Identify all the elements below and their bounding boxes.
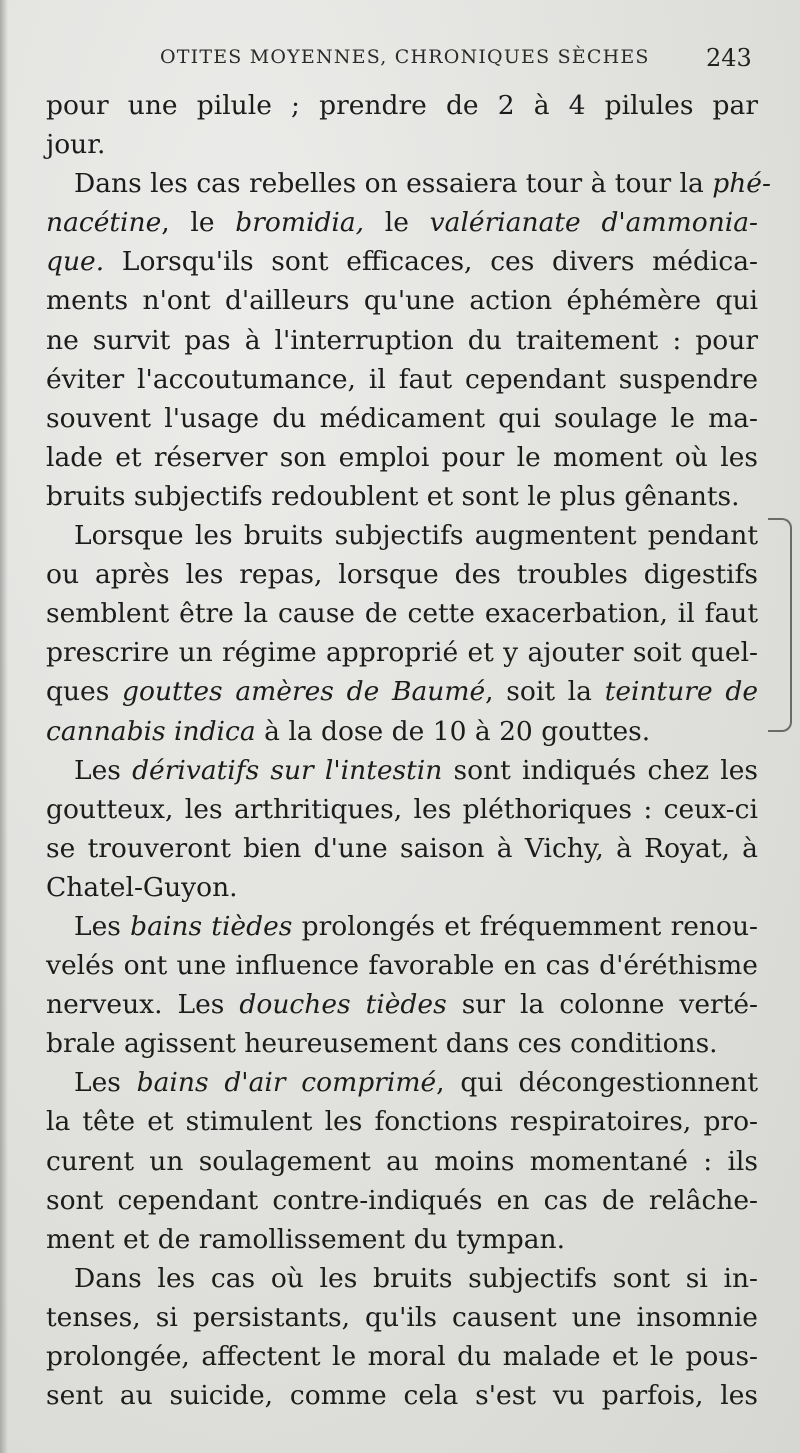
text-segment: Les <box>74 1067 137 1099</box>
text-segment: sont indiqués chez les <box>442 754 758 786</box>
text-segment: Chatel-Guyon. <box>46 871 238 903</box>
text-segment: Les <box>74 754 133 786</box>
text-line <box>46 164 771 203</box>
margin-bracket-mark <box>768 518 792 732</box>
text-line <box>46 86 758 125</box>
text-line <box>46 1220 758 1259</box>
text-line <box>46 1259 758 1298</box>
text-segment: ment et de ramollissement du tympan. <box>46 1223 566 1255</box>
text-segment: bruits subjectifs redoublent et sont le plus gênants. <box>46 480 740 512</box>
text-line <box>46 907 758 946</box>
text-segment: sur la colonne verté- <box>446 989 758 1021</box>
running-title: OTITES MOYENNES, CHRONIQUES SÈCHES <box>160 46 650 68</box>
text-line <box>46 633 758 672</box>
text-segment: se trouveront bien d'une saison à Vichy, à Royat, à <box>46 832 758 864</box>
text-line <box>46 829 758 868</box>
text-segment: nerveux. Les <box>46 989 240 1021</box>
text-line <box>46 1063 758 1102</box>
italic-text: dérivatifs sur l'intestin <box>132 754 443 786</box>
text-line <box>46 321 758 360</box>
italic-text: bromidia, <box>235 207 365 239</box>
text-segment: sont cependant contre-indiqués en cas de relâche- <box>46 1184 758 1216</box>
text-segment: Dans les cas où les bruits subjectifs sont si in- <box>74 1262 758 1294</box>
text-segment: , soit la <box>485 676 605 708</box>
italic-text: valérianate d'ammonia- <box>429 207 758 239</box>
body-text <box>46 86 771 1415</box>
text-line <box>46 242 758 281</box>
text-line <box>46 281 758 320</box>
text-segment: curent un soulagement au moins momentané : ils <box>46 1145 758 1177</box>
text-segment: lade et réserver son emploi pour le moment où les <box>46 441 758 473</box>
text-line <box>46 203 758 242</box>
italic-text: douches tièdes <box>239 989 447 1021</box>
page-number: 243 <box>706 44 752 72</box>
text-line <box>46 438 758 477</box>
text-segment: , le <box>161 207 236 239</box>
text-line <box>46 1102 758 1141</box>
text-line <box>46 1024 758 1063</box>
page-edge-shadow <box>0 0 8 1453</box>
text-segment: semblent être la cause de cette exacerbation, il faut <box>46 598 758 630</box>
italic-text: teinture de <box>604 676 758 708</box>
text-segment: Dans les cas rebelles on essaiera tour à tour la <box>74 168 713 200</box>
text-line <box>46 516 758 555</box>
text-segment: pour une pilule ; prendre de 2 à 4 pilules par <box>46 90 758 121</box>
text-segment: le <box>364 207 430 239</box>
text-segment: Les <box>74 910 131 942</box>
text-segment: sent au suicide, comme cela s'est vu parfois, les <box>46 1380 758 1412</box>
text-segment: jour. <box>46 129 106 161</box>
text-line <box>46 790 758 829</box>
text-segment: à la dose de 10 à 20 gouttes. <box>255 715 651 747</box>
text-segment: goutteux, les arthritiques, les pléthoriques : ceux-ci <box>46 793 758 825</box>
text-segment: ne survit pas à l'interruption du traitement : pour <box>46 324 758 356</box>
text-segment: prolongée, affectent le moral du malade et le pous- <box>46 1341 758 1372</box>
text-line <box>46 1298 758 1337</box>
italic-text: bains d'air comprimé <box>136 1067 437 1099</box>
text-line <box>46 1337 758 1376</box>
italic-text: bains tièdes <box>130 910 293 942</box>
text-segment: , qui décongestionnent <box>436 1067 758 1099</box>
text-line <box>46 985 758 1024</box>
text-segment: Lorsque les bruits subjectifs augmentent pendant <box>74 520 758 552</box>
text-line <box>46 672 758 711</box>
text-line <box>46 360 758 399</box>
text-line <box>46 946 758 985</box>
text-line <box>46 399 758 438</box>
text-segment: velés ont une influence favorable en cas d'éréthisme <box>46 950 758 982</box>
text-segment: éviter l'accoutumance, il faut cependant suspendre <box>46 363 758 395</box>
italic-text: gouttes amères de Baumé <box>122 676 486 708</box>
page-header <box>0 40 800 80</box>
text-line <box>46 1142 758 1181</box>
text-segment: ou après les repas, lorsque des troubles digestifs <box>46 559 758 591</box>
text-segment: ments n'ont d'ailleurs qu'une action éphémère qui <box>46 285 758 317</box>
text-segment: ques <box>46 676 123 708</box>
text-segment: souvent l'usage du médicament qui soulage le ma- <box>46 402 758 434</box>
text-line <box>46 1376 758 1415</box>
text-line <box>46 477 758 516</box>
italic-text: cannabis indica <box>46 715 256 747</box>
italic-text: que. <box>46 246 105 278</box>
text-segment: tenses, si persistants, qu'ils causent une insomnie <box>46 1301 758 1333</box>
text-line <box>46 594 758 633</box>
italic-text: nacétine <box>46 207 162 239</box>
text-line <box>46 1181 758 1220</box>
text-segment: brale agissent heureusement dans ces conditions. <box>46 1028 718 1060</box>
text-line <box>46 751 758 790</box>
text-line <box>46 868 758 907</box>
italic-text: phé- <box>712 168 771 200</box>
text-line <box>46 555 758 594</box>
text-segment: prescrire un régime approprié et y ajouter soit quel- <box>46 637 758 669</box>
text-line <box>46 125 758 164</box>
text-segment: prolongés et fréquemment renou- <box>292 910 758 942</box>
text-segment: Lorsqu'ils sont efficaces, ces divers médica- <box>104 246 758 278</box>
text-line <box>46 712 758 751</box>
text-segment: la tête et stimulent les fonctions respiratoires, pro- <box>46 1106 758 1138</box>
